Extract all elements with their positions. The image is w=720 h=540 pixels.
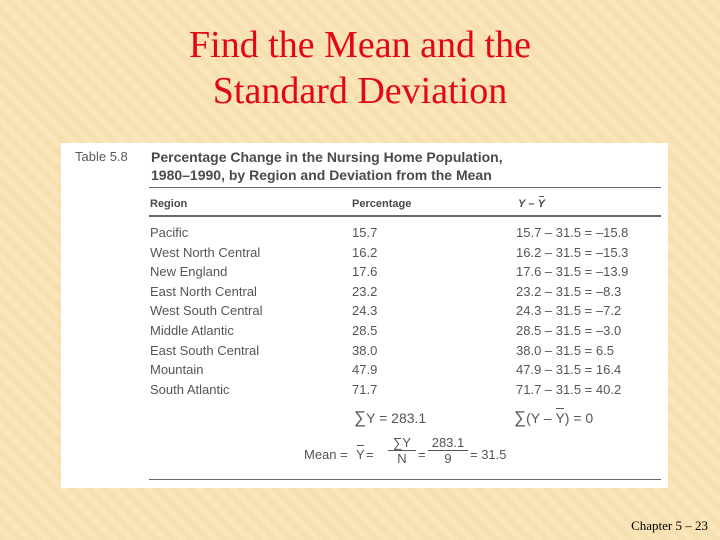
table-panel: [61, 143, 668, 488]
region-cell: New England: [150, 264, 228, 280]
region-cell: Middle Atlantic: [150, 323, 234, 338]
top-rule: [149, 187, 661, 188]
percentage-cell: 15.7: [352, 225, 378, 240]
header-deviation-ybar: Y: [537, 198, 545, 210]
mean-eq1: =: [366, 447, 374, 462]
deviation-cell: 38.0 – 31.5 = 6.5: [516, 342, 614, 358]
region-cell: East South Central: [150, 342, 260, 358]
percentage-cell: 28.5: [352, 323, 378, 338]
region-cell: West South Central: [150, 303, 263, 319]
deviation-cell: 23.2 – 31.5 = –8.3: [516, 283, 622, 299]
header-percentage: Percentage: [352, 198, 412, 210]
header-rule: [149, 215, 661, 217]
percentage-cell: 23.2: [352, 283, 378, 299]
header-deviation-y: Y: [518, 198, 526, 210]
table-row: [61, 264, 668, 283]
region-cell: East North Central: [150, 283, 257, 299]
header-deviation: [518, 198, 545, 210]
mean-fraction-1: [388, 435, 416, 466]
slide-footer: Chapter 5 – 23: [631, 518, 708, 533]
mean-frac2-den: 9: [444, 451, 452, 466]
table-row: [61, 362, 668, 381]
table-title-line-2: 1980–1990, by Region and Deviation from the Mean: [151, 167, 492, 183]
table-row: [61, 245, 668, 264]
slide-title-line-1: Find the Mean and the: [189, 24, 531, 66]
bottom-rule: [149, 479, 661, 480]
table-row: [61, 284, 668, 303]
table-number: Table 5.8: [75, 149, 128, 164]
mean-ybar: Y: [356, 447, 365, 462]
sum-percentage-expr: Y = 283.1: [366, 410, 427, 426]
sum-deviation-ybar: Y: [555, 410, 565, 426]
deviation-cell: 16.2 – 31.5 = –15.3: [516, 244, 629, 260]
slide-title: [0, 22, 720, 114]
mean-frac1-num: ∑Y: [388, 435, 416, 451]
table-row: [61, 343, 668, 362]
mean-frac1-den: N: [397, 451, 407, 466]
table-row: [61, 323, 668, 342]
header-region: Region: [150, 198, 188, 210]
mean-label: Mean =: [304, 447, 348, 462]
deviation-cell: 71.7 – 31.5 = 40.2: [516, 381, 622, 397]
percentage-cell: 38.0: [352, 342, 378, 358]
percentage-cell: 47.9: [352, 362, 378, 378]
percentage-cell: 17.6: [352, 264, 378, 280]
percentage-cell: 71.7: [352, 381, 378, 397]
deviation-cell: 28.5 – 31.5 = –3.0: [516, 323, 622, 338]
deviation-cell: 15.7 – 31.5 = –15.8: [516, 225, 629, 240]
sum-deviation-close: ) = 0: [564, 410, 594, 426]
sigma-symbol: ∑: [354, 408, 367, 427]
sum-deviation: [514, 408, 593, 428]
region-cell: South Atlantic: [150, 381, 230, 397]
deviation-cell: 47.9 – 31.5 = 16.4: [516, 362, 622, 378]
mean-frac2-num: 283.1: [428, 435, 468, 451]
mean-eq2: =: [418, 447, 426, 462]
table-title-line-1: Percentage Change in the Nursing Home Population,: [151, 149, 503, 165]
sum-percentage: [354, 408, 426, 428]
table-row: [61, 303, 668, 322]
deviation-cell: 24.3 – 31.5 = –7.2: [516, 303, 622, 319]
deviation-cell: 17.6 – 31.5 = –13.9: [516, 264, 629, 280]
table-row: [61, 382, 668, 401]
sigma-symbol: ∑: [514, 408, 527, 427]
table-title: [151, 148, 551, 184]
sum-deviation-open: (Y –: [526, 410, 556, 426]
table-row: [61, 225, 668, 244]
percentage-cell: 24.3: [352, 303, 378, 319]
header-deviation-minus: –: [525, 198, 538, 210]
mean-result: = 31.5: [470, 447, 507, 462]
region-cell: Pacific: [150, 225, 189, 240]
slide-title-line-2: Standard Deviation: [212, 70, 508, 112]
percentage-cell: 16.2: [352, 244, 378, 260]
region-cell: West North Central: [150, 244, 261, 260]
mean-fraction-2: [428, 435, 468, 466]
region-cell: Mountain: [150, 362, 204, 378]
